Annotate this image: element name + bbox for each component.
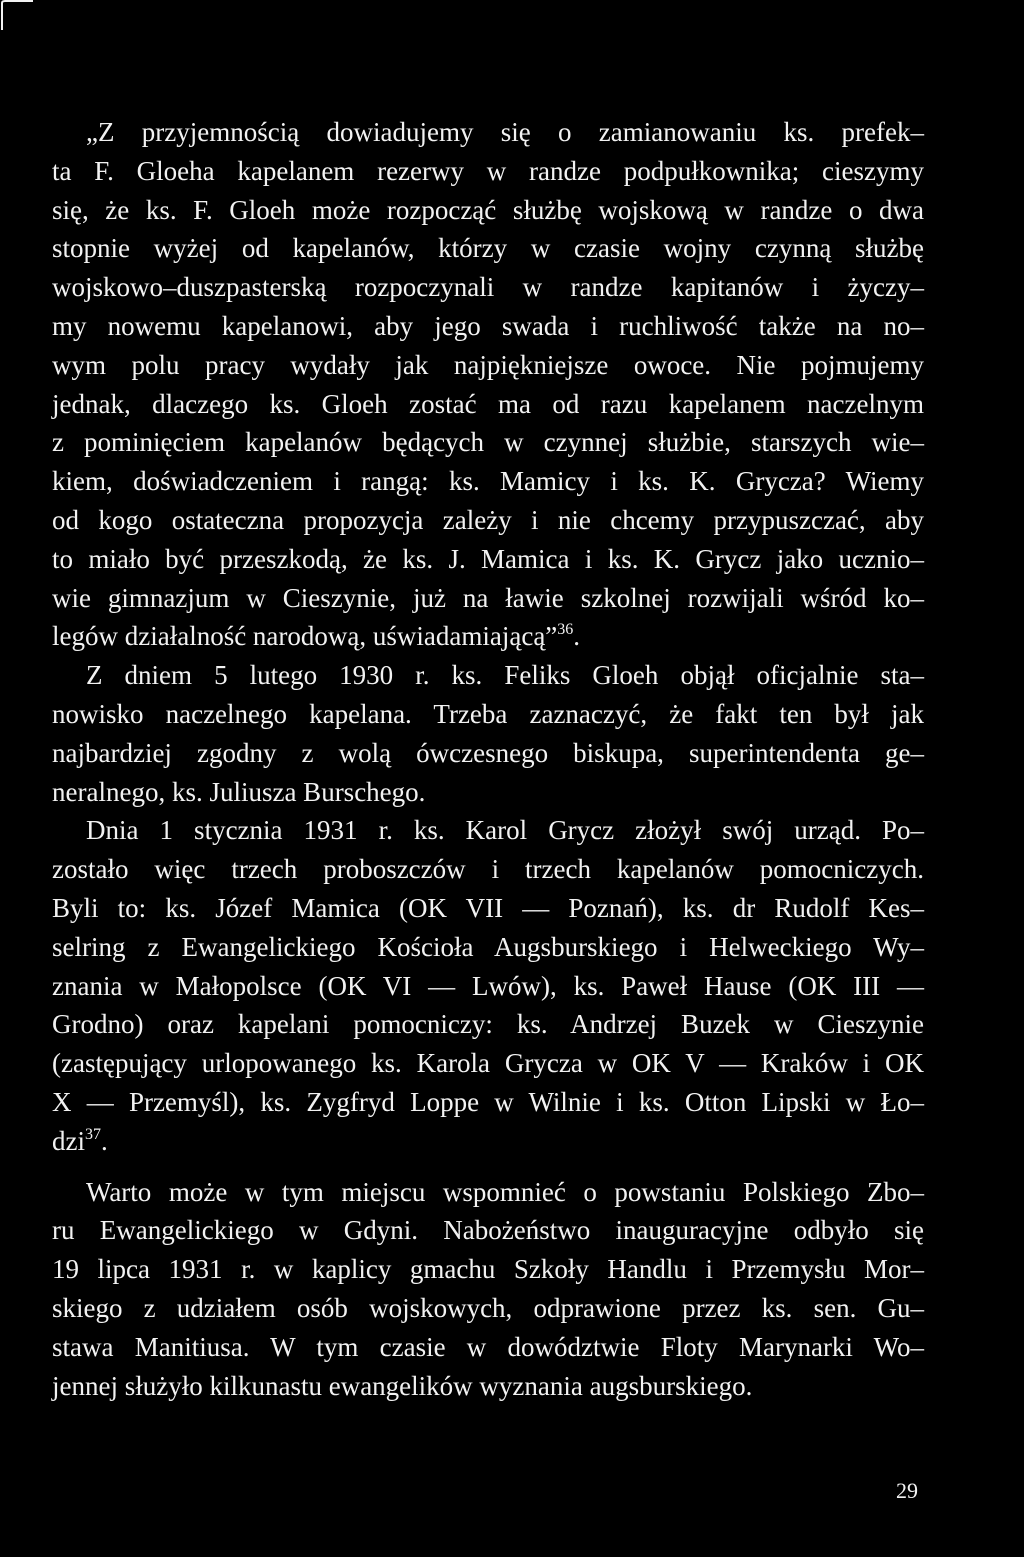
text-line: stawa Manitiusa. W tym czasie w dowództwie Floty Marynarki Wo–	[52, 1331, 924, 1362]
text-line: od kogo ostateczna propozycja zależy i nie chcemy przypuszczać, aby	[52, 504, 924, 535]
text-line: jennej służyło kilkunastu ewangelików wyznania augsburskiego.	[52, 1370, 753, 1401]
text-line: selring z Ewangelickiego Kościoła Augsburskiego i Helweckiego Wy–	[52, 931, 924, 962]
text-fragment: .	[101, 1125, 108, 1156]
text-line: stopnie wyżej od kapelanów, którzy w czasie wojny czynną służbę	[52, 233, 924, 264]
text-line: ta F. Gloeha kapelanem rezerwy w randze podpułkownika; cieszymy	[52, 155, 924, 186]
text-line: wie gimnazjum w Cieszynie, już na ławie szkolnej rozwijali wśród ko–	[52, 582, 924, 613]
paragraph	[52, 1173, 924, 1406]
text-line: Z dniem 5 lutego 1930 r. ks. Feliks Gloeh objął oficjalnie sta–	[86, 660, 924, 691]
text-fragment: legów działalność narodową, uświadamiającą”	[52, 621, 558, 652]
text-line: skiego z udziałem osób wojskowych, odprawione przez ks. sen. Gu–	[52, 1292, 924, 1323]
paragraph-quote	[52, 113, 924, 656]
text-line: Dnia 1 stycznia 1931 r. ks. Karol Grycz złożył swój urząd. Po–	[86, 815, 924, 846]
footnote-reference[interactable]: 36	[557, 621, 574, 639]
text-line: zostało więc trzech proboszczów i trzech kapelanów pomocniczych.	[52, 854, 924, 885]
text-line: Byli to: ks. Józef Mamica (OK VII — Poznań), ks. dr Rudolf Kes–	[52, 892, 924, 923]
text-line: kiem, doświadczeniem i rangą: ks. Mamicy i ks. K. Grycza? Wiemy	[52, 466, 924, 497]
text-line: jednak, dlaczego ks. Gloeh zostać ma od razu kapelanem naczelnym	[52, 388, 924, 419]
text-line: neralnego, ks. Juliusza Burschego.	[52, 776, 426, 807]
text-line: najbardziej zgodny z wolą ówczesnego biskupa, superintendenta ge–	[52, 737, 924, 768]
text-line: X — Przemyśl), ks. Zygfryd Loppe w Wilnie i ks. Otton Lipski w Ło–	[52, 1086, 924, 1117]
text-line	[52, 617, 924, 656]
text-line: Grodno) oraz kapelani pomocniczy: ks. Andrzej Buzek w Cieszynie	[52, 1009, 924, 1040]
text-line: „Z przyjemnością dowiadujemy się o zamianowaniu ks. prefek–	[86, 117, 924, 147]
text-line: wym polu pracy wydały jak najpiękniejsze owoce. Nie pojmujemy	[52, 349, 924, 380]
text-line: to miało być przeszkodą, że ks. J. Mamica i ks. K. Grycz jako ucznio–	[52, 543, 924, 574]
text-line: ru Ewangelickiego w Gdyni. Nabożeństwo inauguracyjne odbyło się	[52, 1215, 924, 1246]
paragraph	[52, 811, 924, 1160]
page-text	[52, 113, 924, 1405]
text-line: się, że ks. F. Gloeh może rozpocząć służbę wojskową w randze o dwa	[52, 194, 924, 225]
text-line: (zastępujący urlopowanego ks. Karola Grycza w OK V — Kraków i OK	[52, 1048, 924, 1079]
text-fragment: .	[573, 621, 581, 652]
text-line	[52, 1122, 924, 1161]
text-line: z pominięciem kapelanów będących w czynnej służbie, starszych wie–	[52, 427, 924, 458]
text-line: my nowemu kapelanowi, aby jego swada i ruchliwość także na no–	[52, 310, 924, 341]
text-line: 19 lipca 1931 r. w kaplicy gmachu Szkoły Handlu i Przemysłu Mor–	[52, 1254, 924, 1285]
corner-crop-mark	[0, 0, 34, 30]
text-line: nowisko naczelnego kapelana. Trzeba zaznaczyć, że fakt ten był jak	[52, 698, 924, 729]
page-number: 29	[896, 1478, 918, 1503]
footnote-reference[interactable]: 37	[85, 1125, 101, 1143]
text-fragment: dzi	[52, 1125, 85, 1156]
text-line: znania w Małopolsce (OK VI — Lwów), ks. Paweł Hause (OK III —	[52, 970, 924, 1001]
text-line: Warto może w tym miejscu wspomnieć o powstaniu Polskiego Zbo–	[86, 1176, 924, 1207]
text-line: wojskowo–duszpasterską rozpoczynali w randze kapitanów i życzy–	[52, 272, 924, 303]
paragraph	[52, 656, 924, 811]
